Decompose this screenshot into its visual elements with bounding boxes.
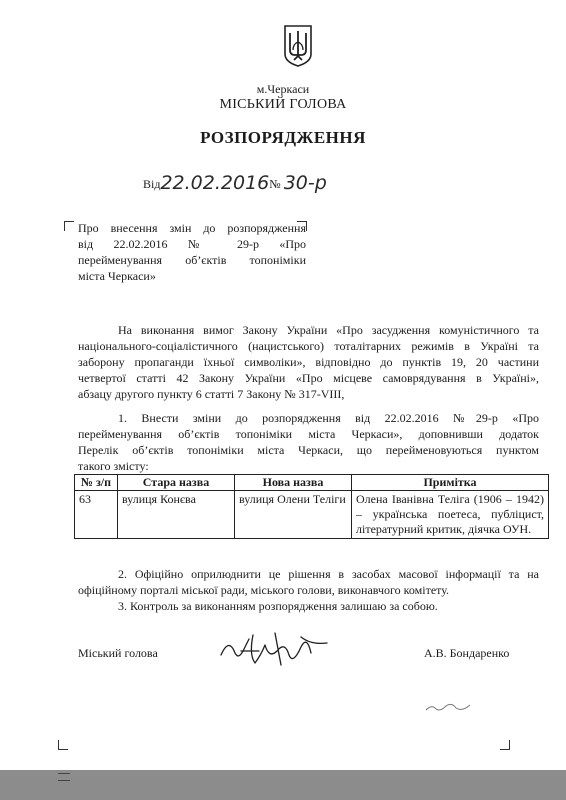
handwritten-signature (215, 625, 335, 673)
preamble-line: національного-соціалістичного (нацистського) тоталітарних режимів в Україні та (78, 339, 539, 353)
item-1-line: Перелік об’єктів топоніміки міста Черкаси, що перейменовуються пунктом (78, 443, 539, 457)
header-number: № з/п (75, 475, 118, 491)
document-type: РОЗПОРЯДЖЕННЯ (200, 128, 366, 147)
document-subject (78, 220, 306, 284)
item-1-paragraph (78, 410, 539, 474)
item-2-line: офіційному порталі міської ради, міського голови, виконавчого комітету. (78, 583, 450, 597)
header-note: Примітка (352, 475, 549, 491)
item-2-line: 2. Офіційно оприлюднити це рішення в засобах масової інформації та на (118, 567, 539, 581)
item-1-line: 1. Внести зміни до розпорядження від 22.02.2016 №29-р «Про (118, 411, 539, 425)
cell-note: Олена Іванівна Теліга (1906 – 1942) – українська поетеса, публіцист, літературний критик, діячка ОУН. (352, 491, 549, 539)
page-corner-bottom-right (500, 740, 510, 750)
page-corner-bottom-left (58, 740, 68, 750)
subject-line: від 22.02.2016 № 29-р «Про (78, 237, 306, 251)
trident-coat-of-arms-icon (283, 24, 313, 68)
cell-new-name: вулиця Олени Теліги (235, 491, 352, 539)
preamble-line: заборону пропаганди їхньої символіки», відповідно до пунктів 19, 20 частини (78, 355, 539, 369)
signatory-position: Міський голова (78, 646, 158, 660)
cell-number: 63 (75, 491, 118, 539)
subject-bracket-left (64, 221, 74, 231)
item-1-line: такого змісту: (78, 459, 149, 473)
table-header-row (75, 475, 549, 491)
subject-line: міста Черкаси» (78, 269, 156, 283)
registration-scribble (424, 700, 474, 714)
header-new-name: Нова назва (235, 475, 352, 491)
date-label: Від (143, 177, 161, 191)
subject-line: перейменування об’єктів топоніміки (78, 253, 306, 267)
signatory-name: А.В. Бондаренко (424, 646, 510, 660)
subject-line: Про внесення змін до розпорядження (78, 221, 306, 235)
table-row (75, 491, 549, 539)
preamble-line: На виконання вимог Закону України «Про засудження комуністичного та (118, 323, 539, 337)
number-value: 30-р (283, 172, 327, 194)
date-value: 22.02.2016 (160, 172, 270, 194)
preamble-line: четвертої статті 42 Закону України «Про місцеве самоврядування в Україні», (78, 371, 539, 385)
items-2-3-paragraph (78, 566, 539, 614)
preamble-paragraph (78, 322, 539, 402)
issuer-title: МІСЬКИЙ ГОЛОВА (219, 97, 347, 112)
city-name: м.Черкаси (256, 82, 310, 96)
item-3-line: 3. Контроль за виконанням розпорядження залишаю за собою. (118, 599, 438, 613)
cell-old-name: вулиця Конєва (118, 491, 235, 539)
preamble-line: абзацу другого пункту 6 статті 7 Закону № 317-VIII, (78, 387, 345, 401)
header-old-name: Стара назва (118, 475, 235, 491)
renaming-table (74, 474, 549, 539)
scan-edge-bar (0, 770, 566, 800)
item-1-line: перейменування об’єктів топоніміки міста Черкаси», доповнивши додаток (78, 427, 539, 441)
number-label: № (269, 177, 281, 191)
scan-mark (58, 773, 70, 781)
date-number-line (143, 172, 327, 194)
